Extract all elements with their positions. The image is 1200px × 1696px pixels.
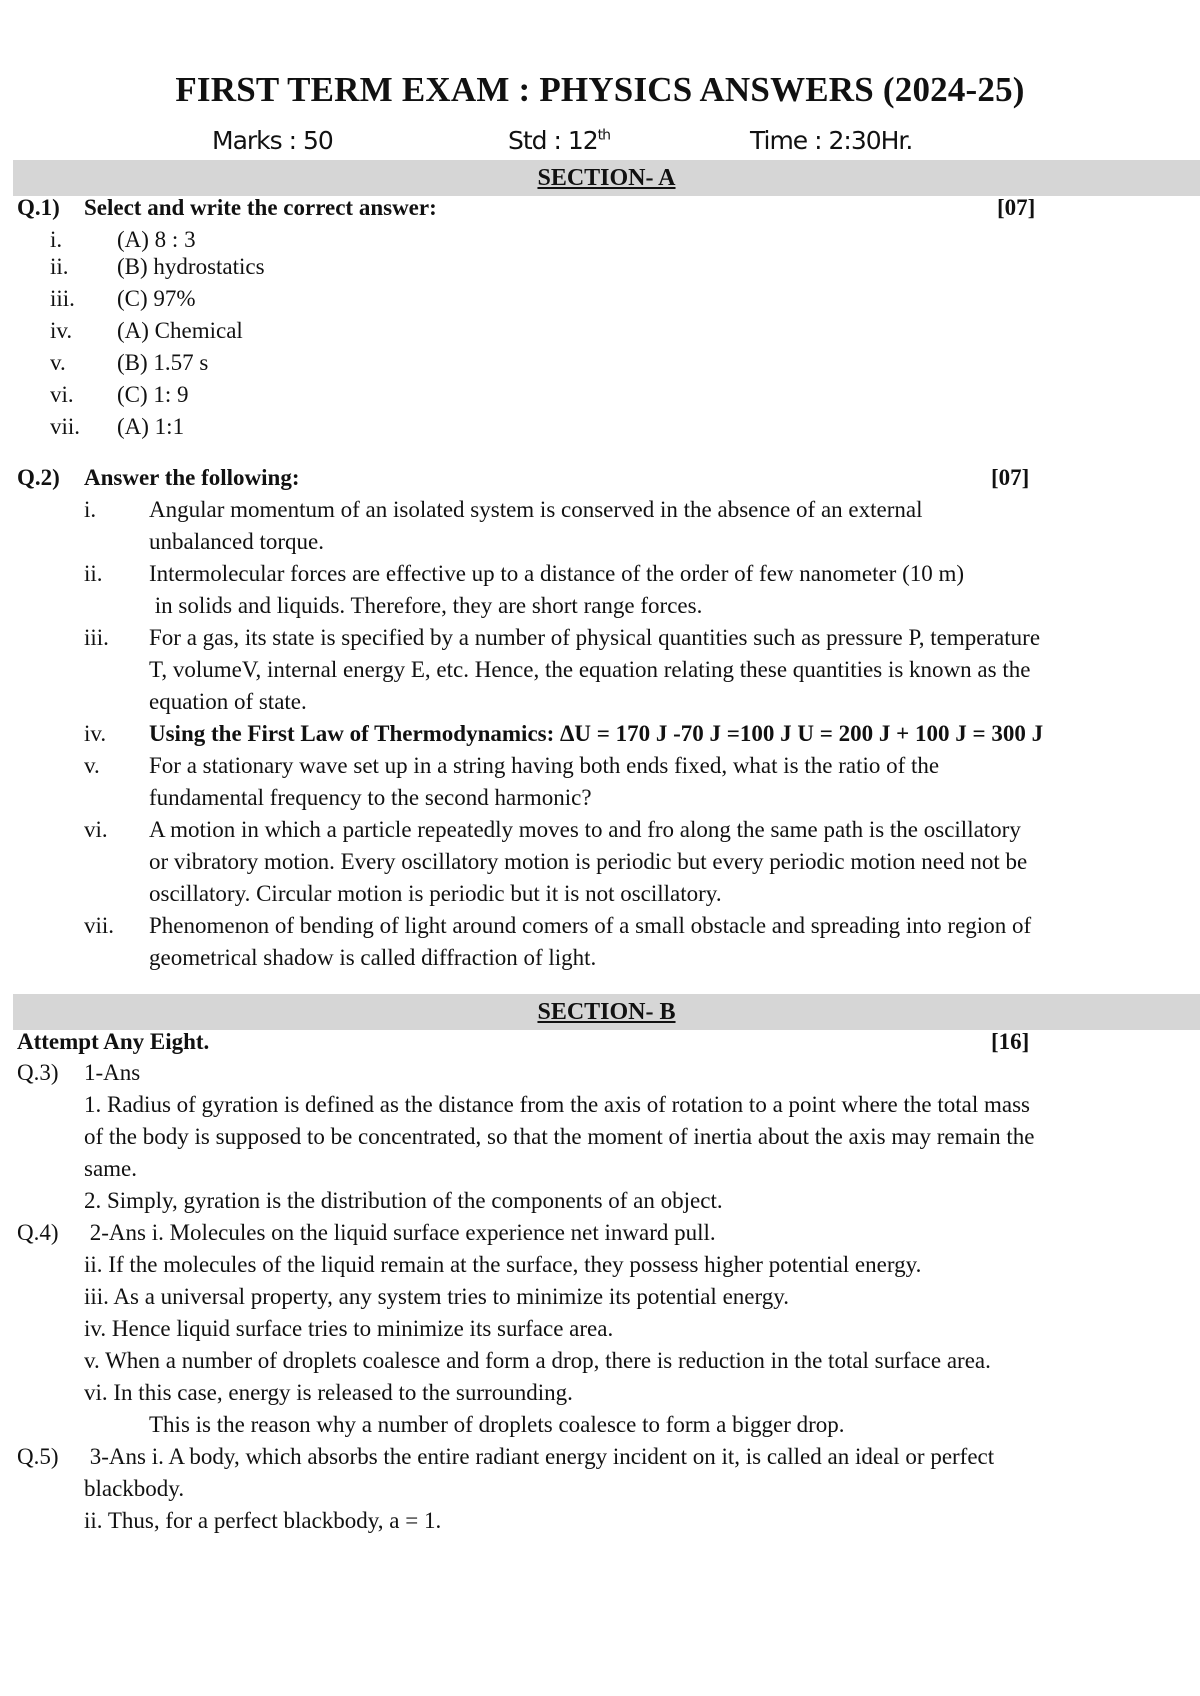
q2-item-line: For a gas, its state is specified by a number of physical quantities such as pressure P, temperature bbox=[149, 625, 1041, 650]
marks-label: Marks : 50 bbox=[212, 126, 333, 155]
exam-title: FIRST TERM EXAM : PHYSICS ANSWERS (2024-25) bbox=[175, 70, 1025, 109]
q2-item-line: geometrical shadow is called diffraction of light. bbox=[149, 945, 597, 970]
q1-item-answer: (B) hydrostatics bbox=[117, 254, 265, 279]
q1-item-number: ii. bbox=[50, 254, 69, 279]
q2-item-number: iv. bbox=[84, 721, 107, 746]
q3-line: 1-Ans bbox=[84, 1060, 141, 1085]
q2-item-line: Phenomenon of bending of light around comers of a small obstacle and spreading into region of bbox=[149, 913, 1032, 938]
section-b-heading: SECTION- B bbox=[537, 999, 676, 1025]
q2-item-number: vii. bbox=[84, 913, 115, 938]
q2-item-line: For a stationary wave set up in a string having both ends fixed, what is the ratio of the bbox=[149, 753, 940, 778]
q2-item-line: T, volumeV, internal energy E, etc. Hence, the equation relating these quantities is known as the bbox=[149, 657, 1031, 682]
q2-item-number: v. bbox=[84, 753, 100, 778]
q1-item-number: iii. bbox=[50, 286, 75, 311]
q4-number: Q.4) bbox=[17, 1220, 59, 1245]
q1-item-number: i. bbox=[50, 227, 63, 252]
q4-line: iv. Hence liquid surface tries to minimize its surface area. bbox=[84, 1316, 614, 1341]
q2-item-line: unbalanced torque. bbox=[149, 529, 324, 554]
q2-item-number: ii. bbox=[84, 561, 103, 586]
q2-item-line: equation of state. bbox=[149, 689, 307, 714]
section-a-bar bbox=[13, 160, 1200, 196]
q1-item-answer: (B) 1.57 s bbox=[117, 350, 209, 375]
q1-item-answer: (A) 1:1 bbox=[117, 414, 185, 439]
q2-item-line: fundamental frequency to the second harmonic? bbox=[149, 785, 592, 810]
q5-line: 3-Ans i. A body, which absorbs the entire radiant energy incident on it, is called an ideal or perfect bbox=[84, 1444, 995, 1469]
q1-item-answer: (A) Chemical bbox=[117, 318, 243, 343]
q2-item-number: vi. bbox=[84, 817, 108, 842]
q3-line: same. bbox=[84, 1156, 138, 1181]
section-a-heading: SECTION- A bbox=[537, 165, 676, 191]
q2-item-number: i. bbox=[84, 497, 97, 522]
q2-marks: [07] bbox=[991, 465, 1030, 490]
q3-line: 1. Radius of gyration is defined as the distance from the axis of rotation to a point where the total mass bbox=[84, 1092, 1030, 1117]
std-text: Std : 12 bbox=[508, 126, 598, 155]
section-b-instruction: Attempt Any Eight. bbox=[17, 1029, 210, 1054]
section-b-marks: [16] bbox=[991, 1029, 1030, 1054]
q1-title: Select and write the correct answer: bbox=[84, 195, 437, 220]
q1-item-number: vi. bbox=[50, 382, 74, 407]
q5-line: blackbody. bbox=[84, 1476, 185, 1501]
q2-number: Q.2) bbox=[17, 465, 60, 490]
q4-line: v. When a number of droplets coalesce and form a drop, there is reduction in the total surface area. bbox=[84, 1348, 991, 1373]
q1-item-answer: (A) 8 : 3 bbox=[117, 227, 196, 252]
std-label bbox=[508, 126, 610, 155]
q4-line: vi. In this case, energy is released to the surrounding. bbox=[84, 1380, 573, 1405]
q5-line: ii. Thus, for a perfect blackbody, a = 1. bbox=[84, 1508, 442, 1533]
q1-item-number: v. bbox=[50, 350, 66, 375]
q3-line: 2. Simply, gyration is the distribution of the components of an object. bbox=[84, 1188, 723, 1213]
q2-item-line: Using the First Law of Thermodynamics: ΔU = 170 J -70 J =100 J U = 200 J + 100 J = 300 J bbox=[149, 721, 1044, 746]
q4-line: iii. As a universal property, any system tries to minimize its potential energy. bbox=[84, 1284, 789, 1309]
q5-number: Q.5) bbox=[17, 1444, 59, 1469]
q2-title: Answer the following: bbox=[84, 465, 300, 490]
q2-item-line: A motion in which a particle repeatedly moves to and fro along the same path is the oscillatory bbox=[149, 817, 1021, 842]
q1-item-answer: (C) 1: 9 bbox=[117, 382, 189, 407]
q3-number: Q.3) bbox=[17, 1060, 59, 1085]
time-label: Time : 2:30Hr. bbox=[750, 126, 913, 155]
q2-item-line: Intermolecular forces are effective up to a distance of the order of few nanometer (10 m) bbox=[149, 561, 965, 586]
q1-item-number: iv. bbox=[50, 318, 73, 343]
q4-line: This is the reason why a number of droplets coalesce to form a bigger drop. bbox=[149, 1412, 845, 1437]
q2-item-line: in solids and liquids. Therefore, they are short range forces. bbox=[149, 593, 703, 618]
q4-line: ii. If the molecules of the liquid remain at the surface, they possess higher potential energy. bbox=[84, 1252, 922, 1277]
q1-item-number: vii. bbox=[50, 414, 81, 439]
q3-line: of the body is supposed to be concentrated, so that the moment of inertia about the axis may remain the bbox=[84, 1124, 1035, 1149]
q2-item-number: iii. bbox=[84, 625, 109, 650]
q4-line: 2-Ans i. Molecules on the liquid surface experience net inward pull. bbox=[84, 1220, 716, 1245]
section-b-bar bbox=[13, 994, 1200, 1030]
q2-item-line: or vibratory motion. Every oscillatory motion is periodic but every periodic motion need not be bbox=[149, 849, 1028, 874]
q1-item-answer: (C) 97% bbox=[117, 286, 196, 311]
q1-number: Q.1) bbox=[17, 195, 60, 220]
q2-item-line: oscillatory. Circular motion is periodic but it is not oscillatory. bbox=[149, 881, 722, 906]
std-superscript: th bbox=[597, 127, 611, 144]
q2-item-line: Angular momentum of an isolated system is conserved in the absence of an external bbox=[149, 497, 923, 522]
q1-marks: [07] bbox=[997, 195, 1036, 220]
